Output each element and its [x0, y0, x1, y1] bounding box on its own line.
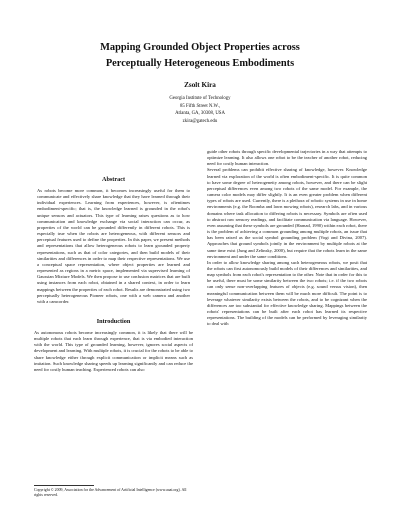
left-column [34, 176, 193, 373]
affiliation-street: 85 Fifth Street N.W., [179, 103, 221, 109]
abstract-text: As robots become more common, it becomes increasingly useful for them to communicate and effectively share knowledge that they have learned through their individual experiences. Learning from experiences, however, is oftentimes embodiment-specific; that is, the knowledge learned is grounded in the robot's unique sensors and actuators. This type of learning raises questions as to how communication and knowledge exchange via social interaction can occur, as properties of the world can be grounded differently in different robots. This is especially true when the robots are heterogeneous, with different sensors and perceptual features used to define the properties. In this paper, we present methods and representations that allow heterogeneous robots to learn grounded property representations, such as that of color categories, and then build models of their similarities and differences in order to map their respective representations. We use a conceptual space representation, where object properties are learned and represented as regions in a metric space, implemented via supervised learning of Gaussian Mixture Models. We then propose to use confusion matrices that are built using instances from each robot, obtained in a shared context, in order to learn mappings between the properties of each robot. Results are demonstrated using two perceptually heterogeneous Pioneer robots, one with a web camera and another with a camcorder. [37, 188, 190, 304]
section-spacer [34, 305, 193, 318]
author-name: Zsolt Kira [184, 81, 216, 89]
footnote-rule [34, 485, 94, 486]
affiliation-institution: Georgia Institute of Technology [169, 96, 231, 101]
introduction-heading: Introduction [96, 317, 131, 325]
body-paragraph-3: In order to allow knowledge sharing among such heterogeneous robots, we posit that the robots can first autonomously build models of their differences and similarities, and map symbols from each robot's representation to the other. Note that in order for this to be useful, there must be some similarity between the two robots; i.e. if the two robots can only sense non-overlapping features of objects (e.g. sound versus vision), then meaningful communication between them will be much more difficult. The point is to leverage whatever similarity exists between the robots, and to be cognizant when the differences are too substantial for effective knowledge sharing. Mappings between the robots' representations can be built after each robot has learned its respective representations. The building of the models can be performed by leveraging similarity to deal with [207, 259, 367, 327]
body-paragraph-1: guide other robots through specific developmental trajectories in a way that attempts to optimize learning. It also allows one robot to be the teacher of another robot, reducing need for costly human interaction. [207, 149, 367, 167]
introduction-paragraph: As autonomous robots become increasingly common, it is likely that there will be multiple robots that each learn through experience, that is via embodied interaction with the world. This type of grounded learning, however, ignores social aspects of development and learning. With multiple robots, it is crucial for the robots to be able to share knowledge either through explicit communication or implicit means such as imitation. Such knowledge sharing speeds up learning significantly and can reduce the need for costly human teaching. Experienced robots can also [34, 329, 193, 372]
title-line-1: Mapping Grounded Object Properties across [100, 42, 300, 53]
paper-title [0, 40, 400, 72]
affiliation-email: zkira@gatech.edu [182, 118, 218, 124]
title-line-2: Perceptually Heterogeneous Embodiments [105, 58, 295, 69]
copyright-footnote: Copyright © 2009, Association for the Advancement of Artificial Intelligence (www.aaai.org). All rights reserved. [34, 488, 187, 498]
affiliation-block [0, 95, 400, 125]
abstract-heading: Abstract [101, 176, 126, 183]
body-paragraph-2: Several problems can prohibit effective sharing of knowledge, however. Knowledge learned via exploration of the world is often embodiment-specific. It is quite common to have some degree of heterogeneity among robots, however, and there can be slight perceptual differences even among two robots of the same model. For example, the camera color models may differ slightly. It is an even greater problem when different types of robots are used. Currently, there is a plethora of robotic systems in use in home environments (e.g. the Roomba and lawn mowing robots), research labs, and in various domains where task allocation to differing robots is necessary. Symbols are often used to abstract raw sensory readings, and facilitate communication via language. However, even assuming that these symbols are grounded (Harnad, 1990) within each robot, there is the problem of achieving a common grounding among multiple robots, an issue that has been raised as the social symbol grounding problem (Vogt and Divina, 2007). Approaches that ground symbols jointly in the environment by multiple robots at the same time exist (Jung and Zelinsky, 2000), but require that the robots learn in the same environment and under the same conditions. [207, 167, 367, 259]
right-column [207, 149, 367, 328]
affiliation-city: Atlanta, GA, 30308, USA [175, 111, 225, 117]
